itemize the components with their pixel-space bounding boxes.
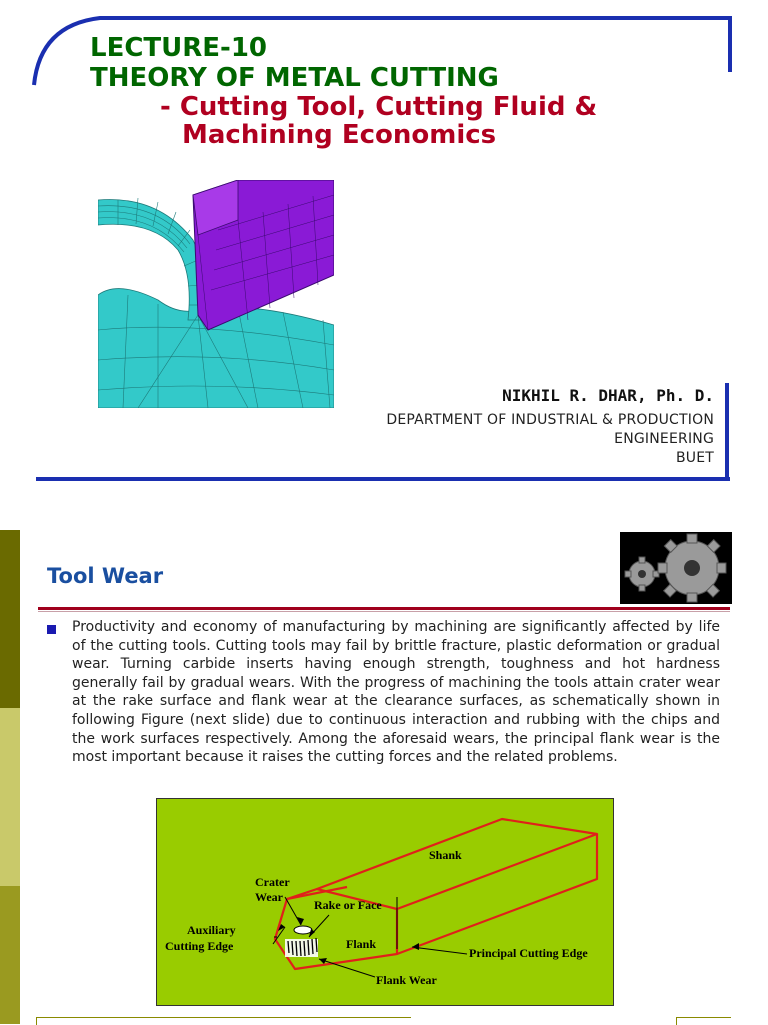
lecture-title bbox=[90, 33, 499, 93]
label-crater-wear-1: Crater bbox=[255, 875, 290, 889]
heading-divider bbox=[38, 607, 730, 610]
label-crater-wear-2: Wear bbox=[255, 890, 283, 904]
label-shank: Shank bbox=[429, 848, 462, 862]
slide-sidebar bbox=[0, 530, 20, 1024]
cutting-mesh-illustration bbox=[98, 180, 334, 408]
square-bullet-icon bbox=[47, 625, 56, 634]
label-principal-edge: Principal Cutting Edge bbox=[469, 946, 588, 960]
department-line1: DEPARTMENT OF INDUSTRIAL & PRODUCTION bbox=[386, 412, 714, 428]
gears-icon bbox=[620, 532, 732, 604]
sidebar-band-light bbox=[0, 708, 20, 886]
lecture-number: LECTURE-10 bbox=[90, 33, 268, 63]
sidebar-band-dark bbox=[0, 530, 20, 708]
department-line3: BUET bbox=[675, 450, 714, 466]
label-auxiliary-1: Auxiliary bbox=[187, 923, 236, 937]
department bbox=[386, 411, 714, 468]
lecture-subtitle-line2: Machining Economics bbox=[182, 120, 497, 150]
tool-wear-slide bbox=[0, 530, 768, 1024]
label-flank: Flank bbox=[346, 937, 377, 951]
lecture-topic: THEORY OF METAL CUTTING bbox=[90, 63, 499, 93]
label-rake-face: Rake or Face bbox=[314, 898, 382, 912]
title-slide bbox=[0, 0, 768, 500]
heading-divider-shadow bbox=[38, 611, 730, 612]
tool-wear-figure bbox=[156, 798, 614, 1006]
author-name: NIKHIL R. DHAR, Ph. D. bbox=[502, 386, 714, 405]
department-line2: ENGINEERING bbox=[614, 431, 714, 447]
sidebar-band-mid bbox=[0, 886, 20, 1024]
tool-diagram bbox=[157, 799, 613, 1005]
label-flank-wear: Flank Wear bbox=[376, 973, 437, 987]
slide-heading: Tool Wear bbox=[47, 564, 164, 588]
label-auxiliary-2: Cutting Edge bbox=[165, 939, 234, 953]
lecture-subtitle-line1: - Cutting Tool, Cutting Fluid & bbox=[160, 92, 598, 122]
body-paragraph: Productivity and economy of manufacturing by machining are significantly affected by life of the cutting tools. Cutting tools may fail by brittle fracture, plastic deformation or gradual wear. Turning carbide inserts having enough strength, toughness and hot hardness generally fail by gradual wears. With the progress of machining the tools attain crater wear at the rake surface and flank wear at the clearance surfaces, as schematically shown in following Figure (next slide) due to continuous interaction and rubbing with the chips and the work surfaces respectively. Among the aforesaid wears, the principal flank wear is the most important because it raises the cutting forces and the related problems. bbox=[72, 619, 720, 766]
